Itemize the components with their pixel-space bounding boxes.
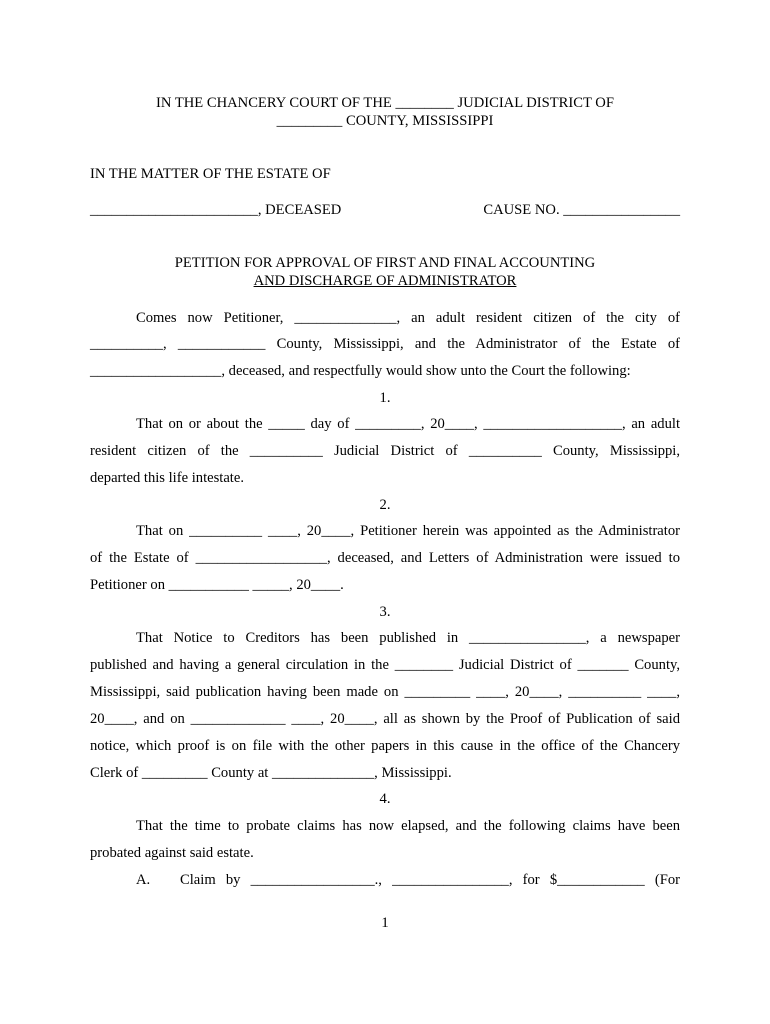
section-number-4: 4.: [379, 791, 391, 807]
s2-line3: Petitioner on ___________ _____, 20____.: [90, 577, 344, 593]
s4-line2: probated against said estate.: [90, 845, 254, 861]
section-number-1: 1.: [379, 390, 391, 406]
claim-row: [136, 873, 680, 888]
deceased-line: _______________________, DECEASED: [90, 202, 342, 218]
section-number-3: 3.: [379, 604, 391, 620]
claim-letter: A.: [136, 872, 151, 888]
intro-line2: __________, ____________ County, Mississippi, and the Administrator of the Estate of: [90, 336, 680, 352]
s3-line1: That Notice to Creditors has been published in ________________, a newspaper: [136, 630, 680, 646]
s2-line2: of the Estate of __________________, deceased, and Letters of Administration were issued to: [90, 550, 680, 566]
cause-number: CAUSE NO. ________________: [483, 202, 680, 218]
s1-line2: resident citizen of the __________ Judicial District of __________ County, Mississippi,: [90, 443, 680, 459]
s1-line1: That on or about the _____ day of _________, 20____, ___________________, an adult: [136, 416, 680, 432]
s3-line2: published and having a general circulation in the ________ Judicial District of _______ County,: [90, 657, 680, 673]
s3-line5: notice, which proof is on file with the other papers in this cause in the office of the Chancery: [90, 738, 680, 754]
document-title-line1: PETITION FOR APPROVAL OF FIRST AND FINAL ACCOUNTING: [174, 255, 596, 271]
document-title-underlined: AND DISCHARGE OF ADMINISTRATOR: [253, 273, 517, 289]
intro-line3: __________________, deceased, and respectfully would show unto the Court the following:: [90, 363, 631, 379]
s3-line3: Mississippi, said publication having been made on _________ ____, 20____, __________ ____,: [90, 684, 680, 700]
s3-line4: 20____, and on _____________ ____, 20____, all as shown by the Proof of Publication of said: [90, 711, 680, 727]
claim-text: Claim by _________________., ________________, for $____________ (For: [180, 872, 680, 888]
court-heading-line2: _________ COUNTY, MISSISSIPPI: [276, 113, 494, 129]
section-number-2: 2.: [379, 497, 391, 513]
intro-line1: Comes now Petitioner, ______________, an adult resident citizen of the city of: [136, 310, 680, 326]
court-heading-line1: IN THE CHANCERY COURT OF THE ________ JUDICIAL DISTRICT OF: [156, 95, 614, 111]
s2-line1: That on __________ ____, 20____, Petitioner herein was appointed as the Administrator: [136, 523, 680, 539]
s1-line3: departed this life intestate.: [90, 470, 244, 486]
document-title-line2: [90, 274, 680, 289]
s4-line1: That the time to probate claims has now elapsed, and the following claims have been: [136, 818, 680, 834]
s3-line6: Clerk of _________ County at ______________, Mississippi.: [90, 765, 452, 781]
estate-matter-label: IN THE MATTER OF THE ESTATE OF: [90, 166, 331, 182]
page-number: 1: [381, 915, 389, 931]
caption-row: [90, 203, 680, 218]
